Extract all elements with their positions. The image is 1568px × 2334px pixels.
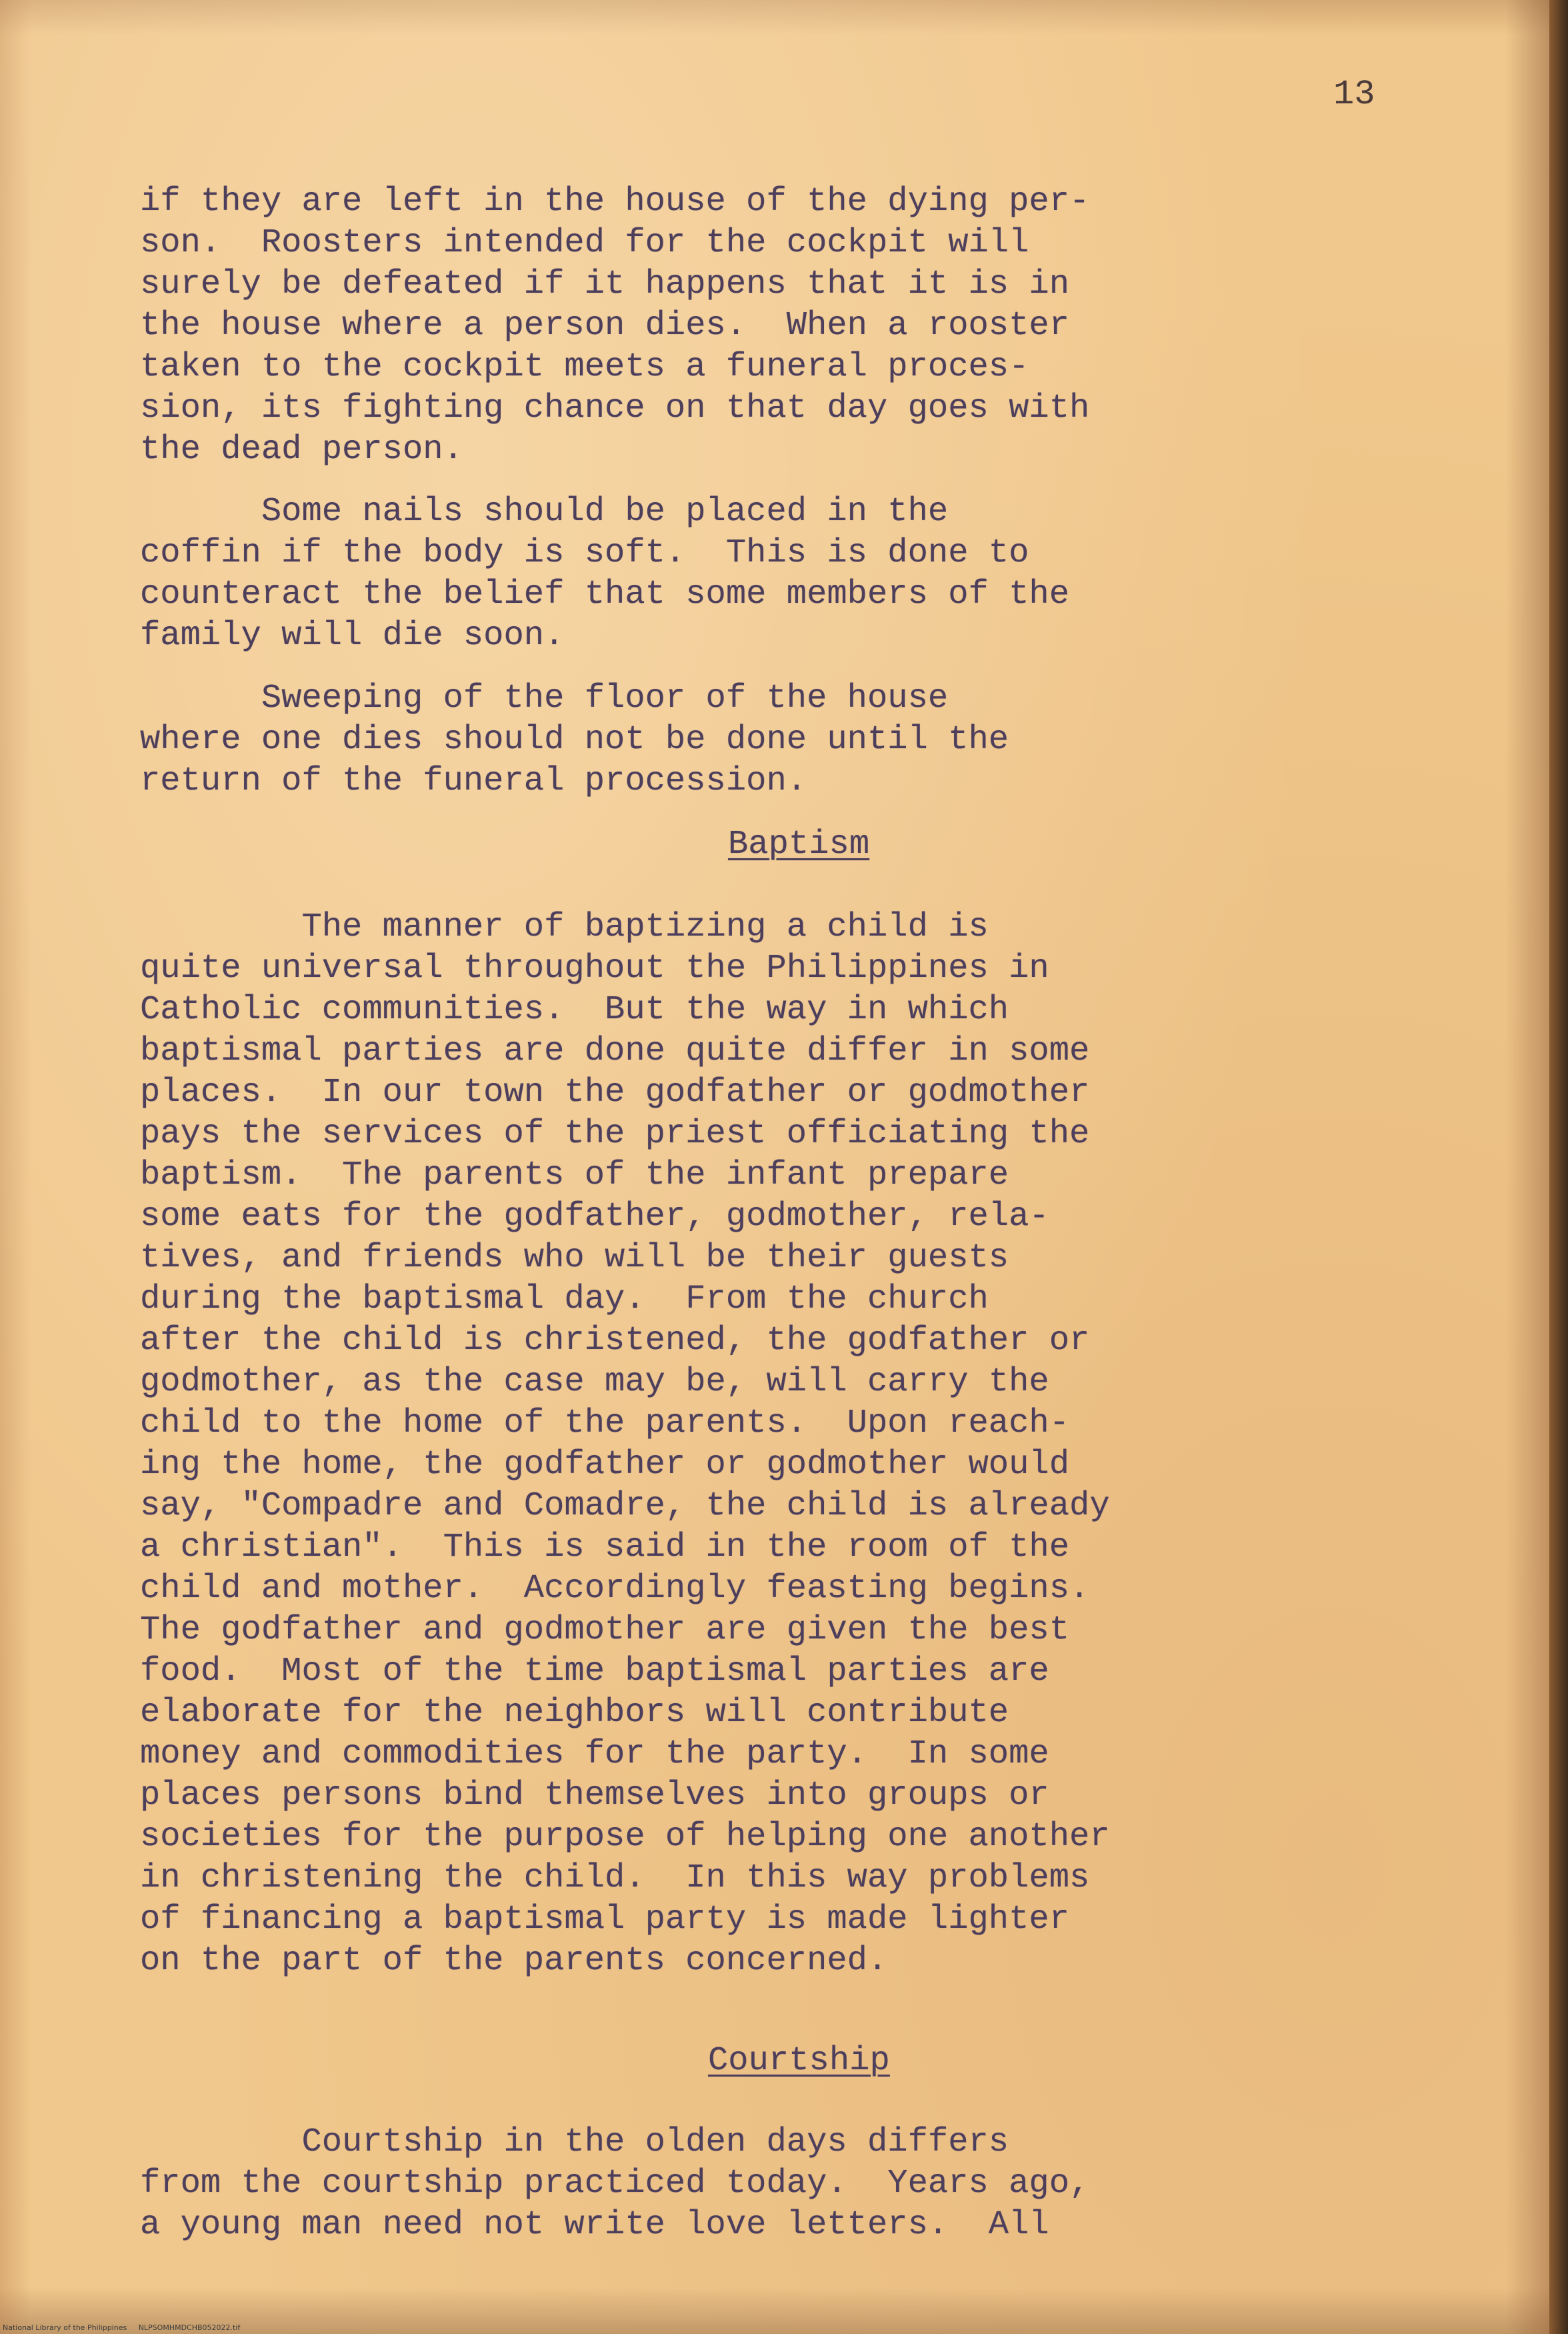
paragraph-coffin-nails: Some nails should be placed in the coffin if the body is soft. This is done to counteract the belief that some members of the family will die soon. (140, 493, 1070, 655)
archive-footer: National Library of the Philippines NLPSOMHMDCHB052022.tif (3, 2323, 241, 2332)
heading-courtship: Courtship (708, 2042, 890, 2080)
paragraph-sweeping: Sweeping of the floor of the house where one dies should not be done until the return of the funeral procession. (140, 680, 1009, 800)
paragraph-courtship: Courtship in the olden days differs from the courtship practiced today. Years ago, a young man need not write love letters. All (140, 2123, 1090, 2244)
page-edge (1549, 0, 1568, 2334)
paragraph-baptism: The manner of baptizing a child is quite universal throughout the Philippines in Catholic communities. But the way in which baptismal parties are done quite differ in some places. In our town the godfather or godmother pays the services of the priest officiating the baptism. The parents of the infant prepare some eats for the godfather, godmother, rela- tives, and friends who will be their guests during the baptismal day. From the church after the child is christened, the godfather or godmother, as the case may be, will carry the child to the home of the parents. Upon reach- ing the home, the godfather or godmother would say, "Compadre and Comadre, the child is already a christian". This is said in the room of the child and mother. Accordingly feasting begins. The godfather and godmother are given the best food. Most of the time baptismal parties are elaborate for the neighbors will contribute money and commodities for the party. In some places persons bind themselves into groups or societies for the purpose of helping one another in christening the child. In this way problems of financing a baptismal party is made lighter on the part of the parents concerned. (140, 908, 1110, 1980)
paragraph-funeral-beliefs: if they are left in the house of the dying per- son. Roosters intended for the cockpit will surely be defeated if it happens that it is in the house where a person dies. When a rooster taken to the cockpit meets a funeral proces- sion, its fighting chance on that day goes with the dead person. (140, 183, 1090, 469)
page-number: 13 (1333, 75, 1375, 114)
heading-baptism: Baptism (728, 826, 870, 864)
